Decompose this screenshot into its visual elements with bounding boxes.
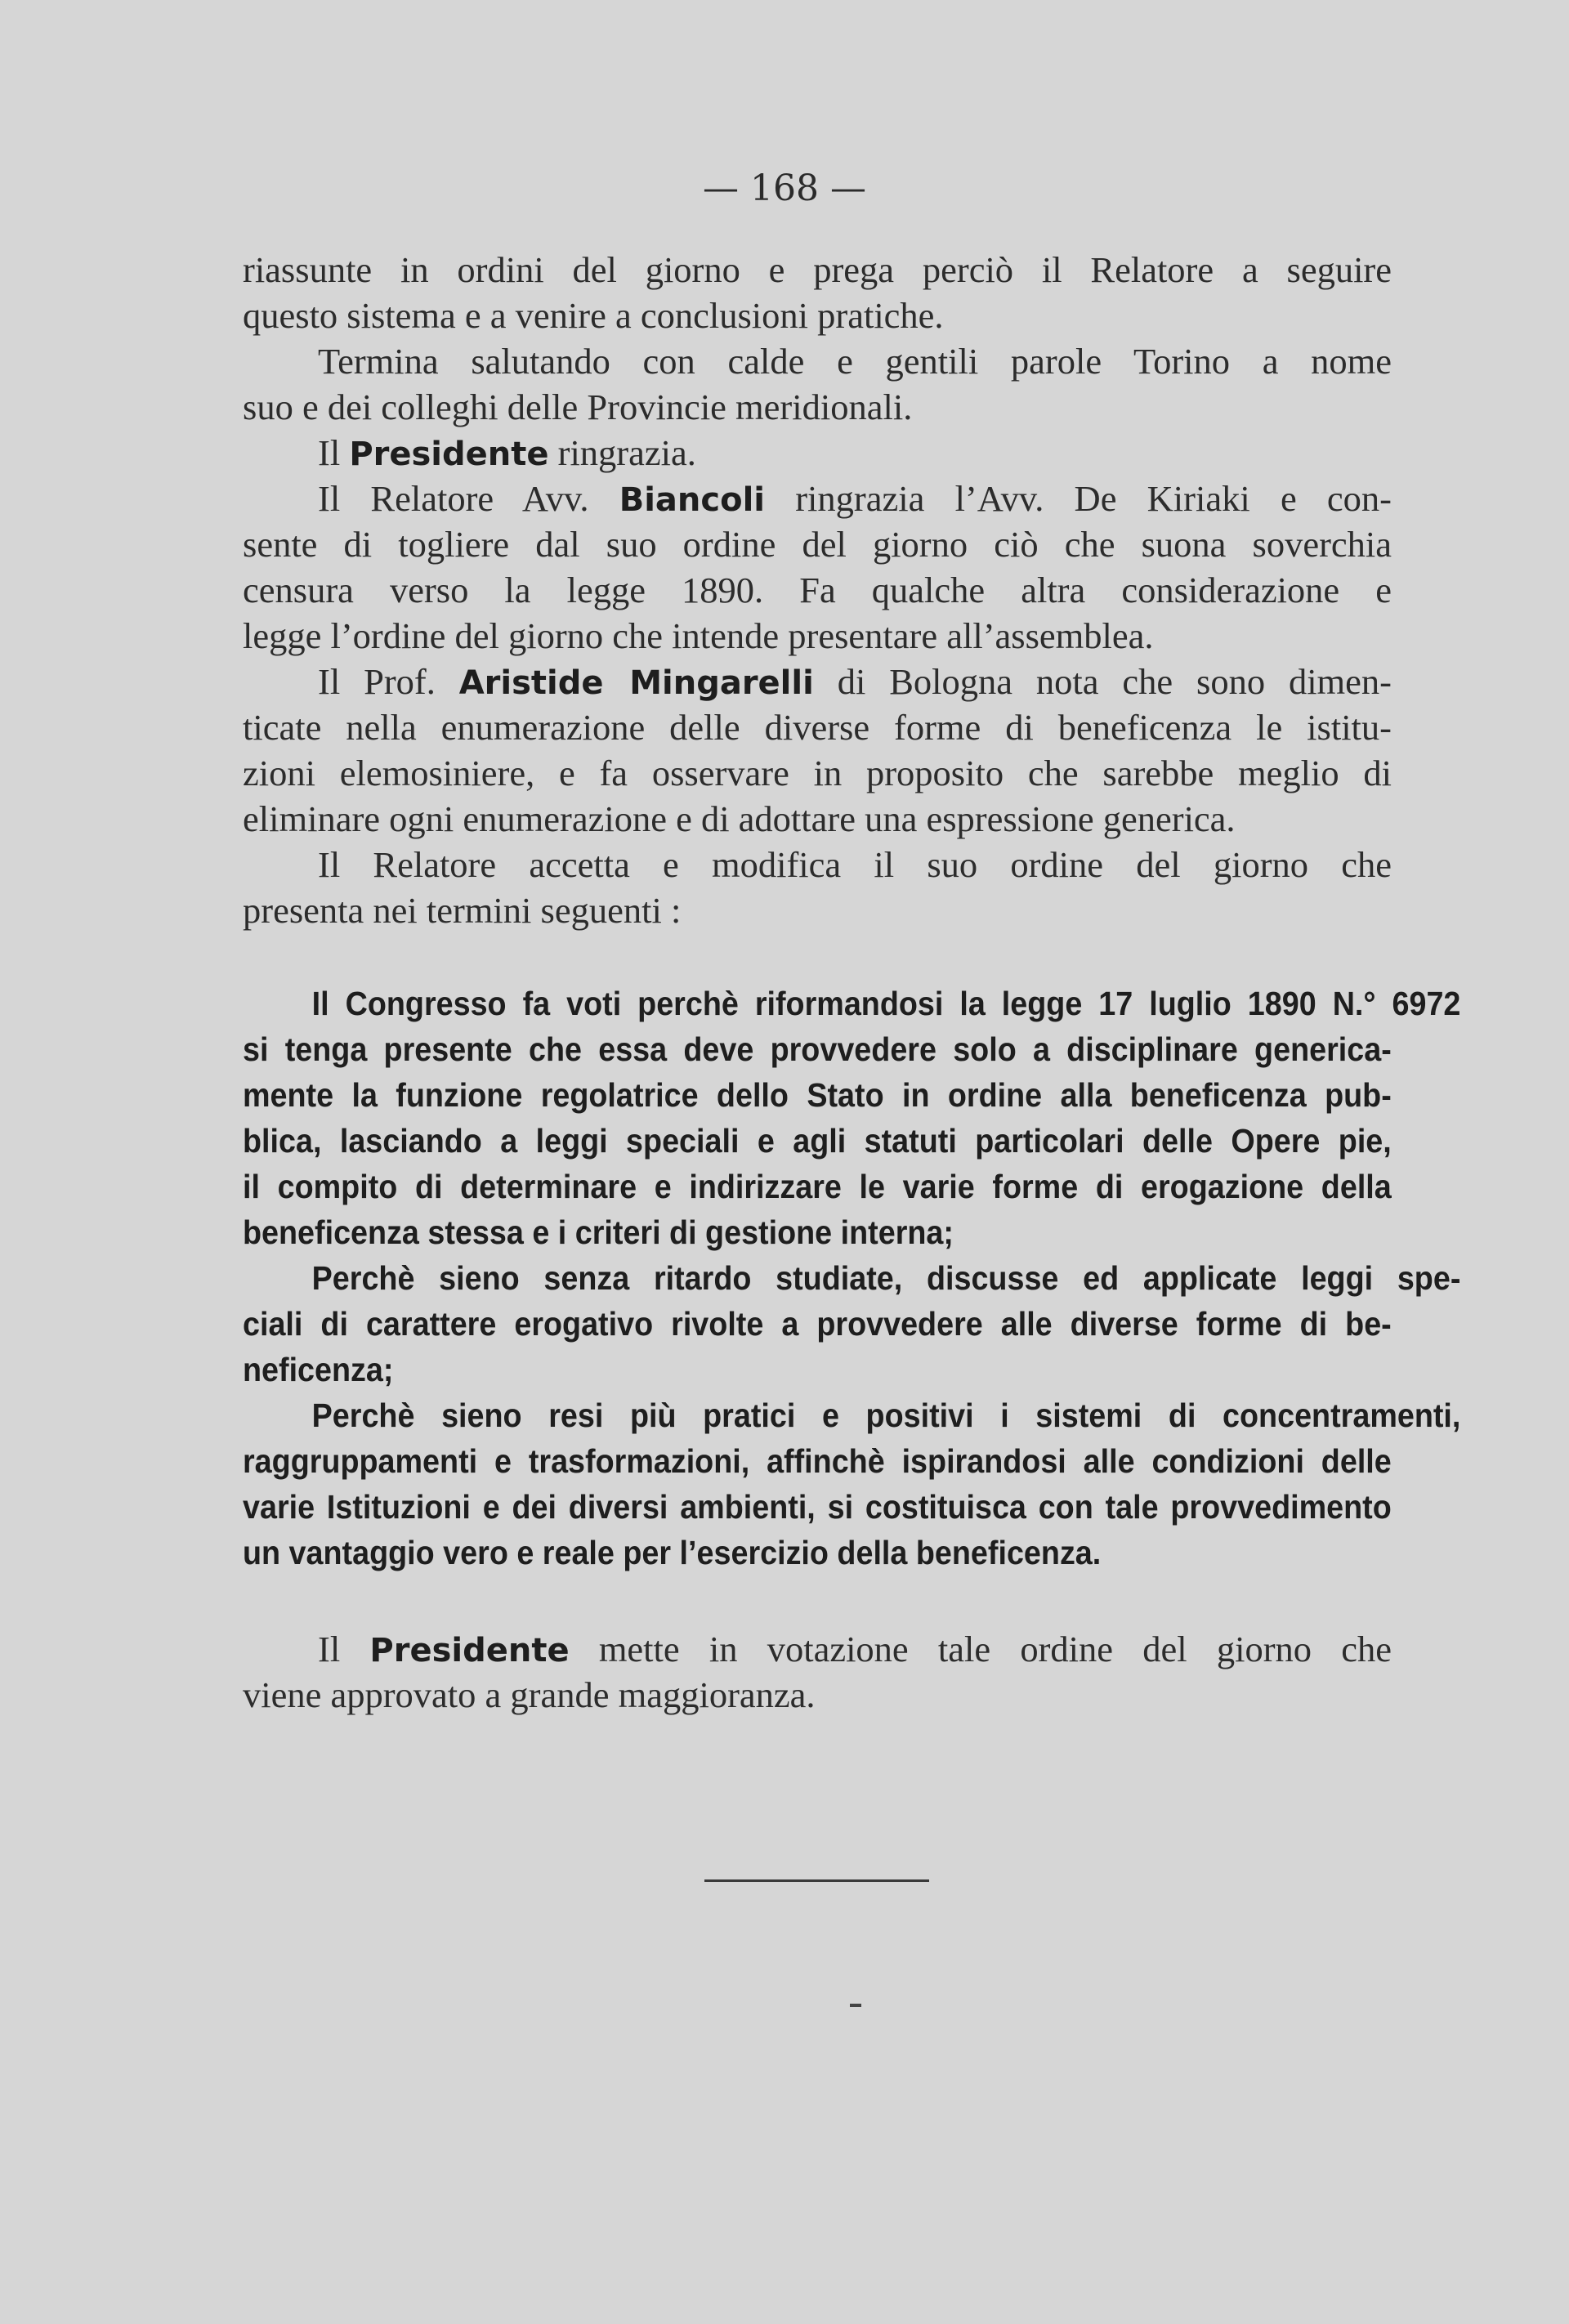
text-line: sente di togliere dal suo ordine del giorno ciò che suona soverchia: [243, 524, 1392, 565]
text-line: Termina salutando con calde e gentili parole Torino a nome: [318, 341, 1392, 382]
motion-line: neficenza;: [243, 1351, 394, 1388]
motion-line: blica, lasciando a leggi speciali e agli statuti particolari delle Opere pie,: [243, 1122, 1392, 1160]
motion-line: un vantaggio vero e reale per l’esercizio della beneficenza.: [243, 1534, 1102, 1571]
text-line: [243, 430, 1392, 476]
speaker-name: Aristide Mingarelli: [458, 664, 814, 702]
motion-line: si tenga presente che essa deve provvedere solo a disciplinare generica-: [243, 1030, 1392, 1068]
text-fragment: ringrazia l’Avv. De Kiriaki e con-: [765, 478, 1392, 519]
motion-line: beneficenza stessa e i criteri di gestione interna;: [243, 1213, 954, 1251]
text-line: censura verso la legge 1890. Fa qualche altra considerazione e: [243, 570, 1392, 610]
text-fragment: di Bologna nota che sono dimen-: [813, 661, 1392, 702]
body-text: [243, 247, 1392, 933]
speaker-name: Presidente: [349, 436, 549, 473]
text-fragment: ringrazia.: [548, 432, 696, 473]
motion-line: Perchè sieno resi più pratici e positivi i sistemi di concentramenti,: [311, 1397, 1461, 1434]
text-line: eliminare ogni enumerazione e di adottare una espressione generica.: [243, 798, 1236, 839]
motion-line: Il Congresso fa voti perchè riformandosi la legge 17 luglio 1890 N.° 6972: [311, 985, 1461, 1022]
text-fragment: Il Relatore Avv.: [318, 478, 619, 519]
text-fragment: mette in votazione tale ordine del giorno che: [569, 1629, 1392, 1669]
text-fragment: Il Prof.: [318, 661, 459, 702]
text-line: riassunte in ordini del giorno e prega perciò il Relatore a seguire: [243, 249, 1392, 290]
speaker-name: Presidente: [369, 1632, 570, 1669]
motion-line: ciali di carattere erogativo rivolte a provvedere alle diverse forme di be-: [243, 1305, 1392, 1343]
motion-line: varie Istituzioni e dei diversi ambienti, si costituisca con tale provvedimento: [243, 1488, 1392, 1526]
text-line: ticate nella enumerazione delle diverse forme di beneficenza le istitu-: [243, 707, 1392, 748]
text-line: [243, 1626, 1392, 1672]
text-line: [243, 476, 1392, 521]
motion-text: [243, 981, 1461, 1575]
motion-line: mente la funzione regolatrice dello Stato in ordine alla beneficenza pub-: [243, 1076, 1392, 1114]
section-divider: [704, 1879, 929, 1882]
page-number: — 168 —: [703, 168, 866, 209]
motion-line: il compito di determinare e indirizzare le varie forme di erogazione della: [243, 1168, 1392, 1205]
speaker-name: Biancoli: [619, 481, 765, 519]
text-line: [243, 659, 1392, 704]
text-line: questo sistema e a venire a conclusioni pratiche.: [243, 295, 944, 336]
text-line: suo e dei colleghi delle Provincie meridionali.: [243, 387, 913, 427]
text-line: viene approvato a grande maggioranza.: [243, 1674, 816, 1715]
closing-text: [243, 1626, 1392, 1718]
text-line: Il Relatore accetta e modifica il suo ordine del giorno che: [318, 844, 1392, 885]
text-line: zioni elemosiniere, e fa osservare in proposito che sarebbe meglio di: [243, 753, 1392, 793]
motion-line: Perchè sieno senza ritardo studiate, discusse ed applicate leggi spe-: [311, 1259, 1461, 1297]
text-fragment: Il: [318, 1629, 370, 1669]
text-fragment: Il: [318, 432, 350, 473]
print-mark: [850, 2004, 861, 2007]
text-line: legge l’ordine del giorno che intende presentare all’assemblea.: [243, 615, 1154, 656]
motion-line: raggruppamenti e trasformazioni, affinchè ispirandosi alle condizioni delle: [243, 1442, 1392, 1480]
text-line: presenta nei termini seguenti :: [243, 890, 682, 931]
